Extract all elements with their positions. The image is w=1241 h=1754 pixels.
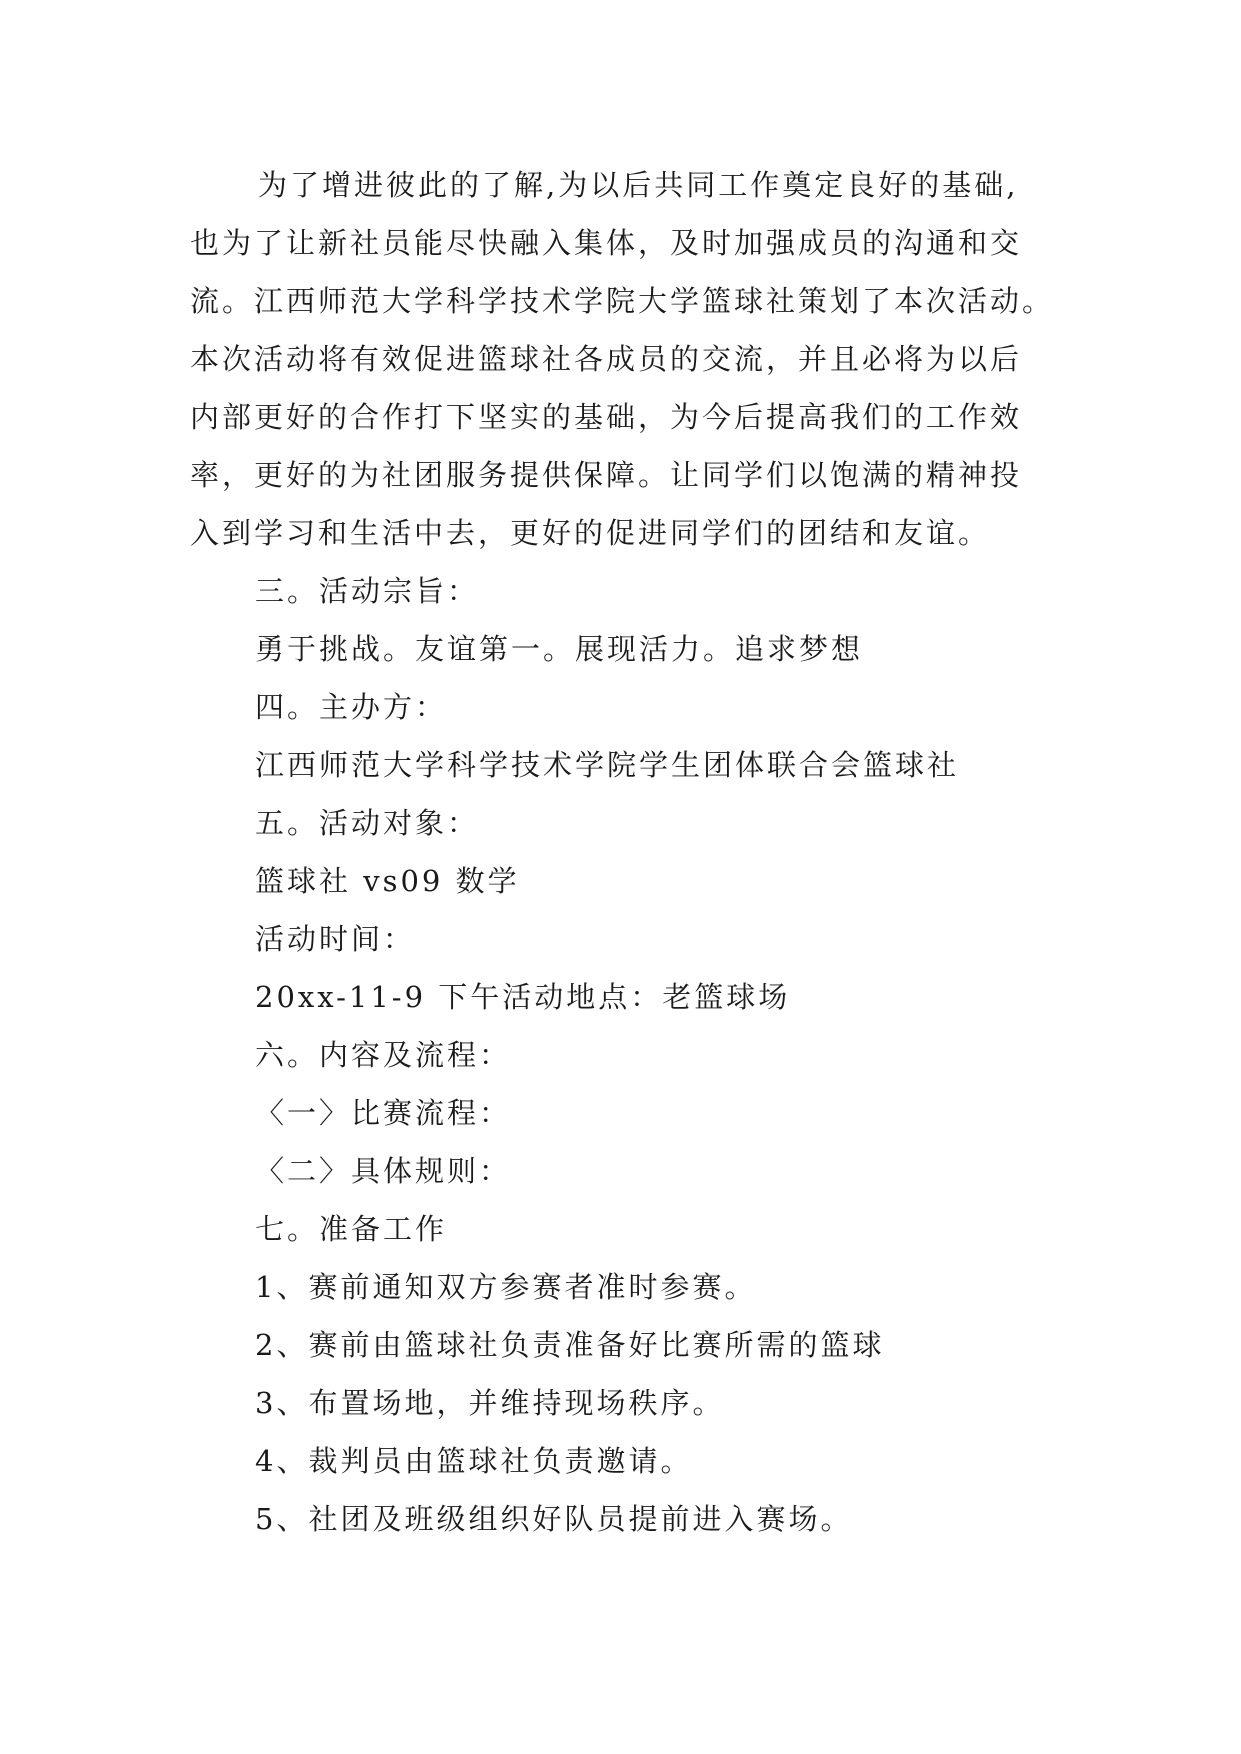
- match-process-heading: 〈一〉比赛流程：: [255, 1096, 512, 1130]
- purpose-text: 勇于挑战。友谊第一。展现活力。追求梦想: [255, 632, 864, 666]
- prep-item-3: 3、布置场地，并维持现场秩序。: [255, 1386, 725, 1420]
- prep-item-4: 4、裁判员由篮球社负责邀请。: [255, 1444, 693, 1478]
- section-heading-purpose: 三。活动宗旨：: [255, 574, 480, 608]
- time-location-text: 20xx-11-9 下午活动地点：老篮球场: [255, 980, 791, 1014]
- intro-line-6: 率，更好的为社团服务提供保障。让同学们以饱满的精神投: [190, 458, 1023, 492]
- intro-line-7: 入到学习和生活中去，更好的促进同学们的团结和友谊。: [190, 516, 991, 550]
- intro-line-1: 为了增进彼此的了解,为以后共同工作奠定良好的基础,: [258, 168, 1019, 202]
- prep-item-5: 5、社团及班级组织好队员提前进入赛场。: [255, 1502, 853, 1536]
- intro-line-4: 本次活动将有效促进篮球社各成员的交流，并且必将为以后: [190, 342, 1023, 376]
- section-heading-participants: 五。活动对象：: [255, 806, 480, 840]
- prep-item-2: 2、赛前由篮球社负责准备好比赛所需的篮球: [255, 1328, 885, 1362]
- section-heading-content: 六。内容及流程：: [255, 1038, 512, 1072]
- intro-line-5: 内部更好的合作打下坚实的基础，为今后提高我们的工作效: [190, 400, 1023, 434]
- rules-heading: 〈二〉具体规则：: [255, 1154, 512, 1188]
- organizer-text: 江西师范大学科学技术学院学生团体联合会篮球社: [255, 748, 960, 782]
- intro-line-2: 也为了让新社员能尽快融入集体，及时加强成员的沟通和交: [190, 226, 1023, 260]
- time-heading: 活动时间：: [255, 922, 416, 956]
- prep-item-1: 1、赛前通知双方参赛者准时参赛。: [255, 1270, 757, 1304]
- section-heading-organizer: 四。主办方：: [255, 690, 448, 724]
- participants-text: 篮球社 vs09 数学: [255, 864, 520, 898]
- intro-line-3: 流。江西师范大学科学技术学院大学篮球社策划了本次活动。: [190, 284, 1055, 318]
- section-heading-preparation: 七。准备工作: [255, 1212, 448, 1246]
